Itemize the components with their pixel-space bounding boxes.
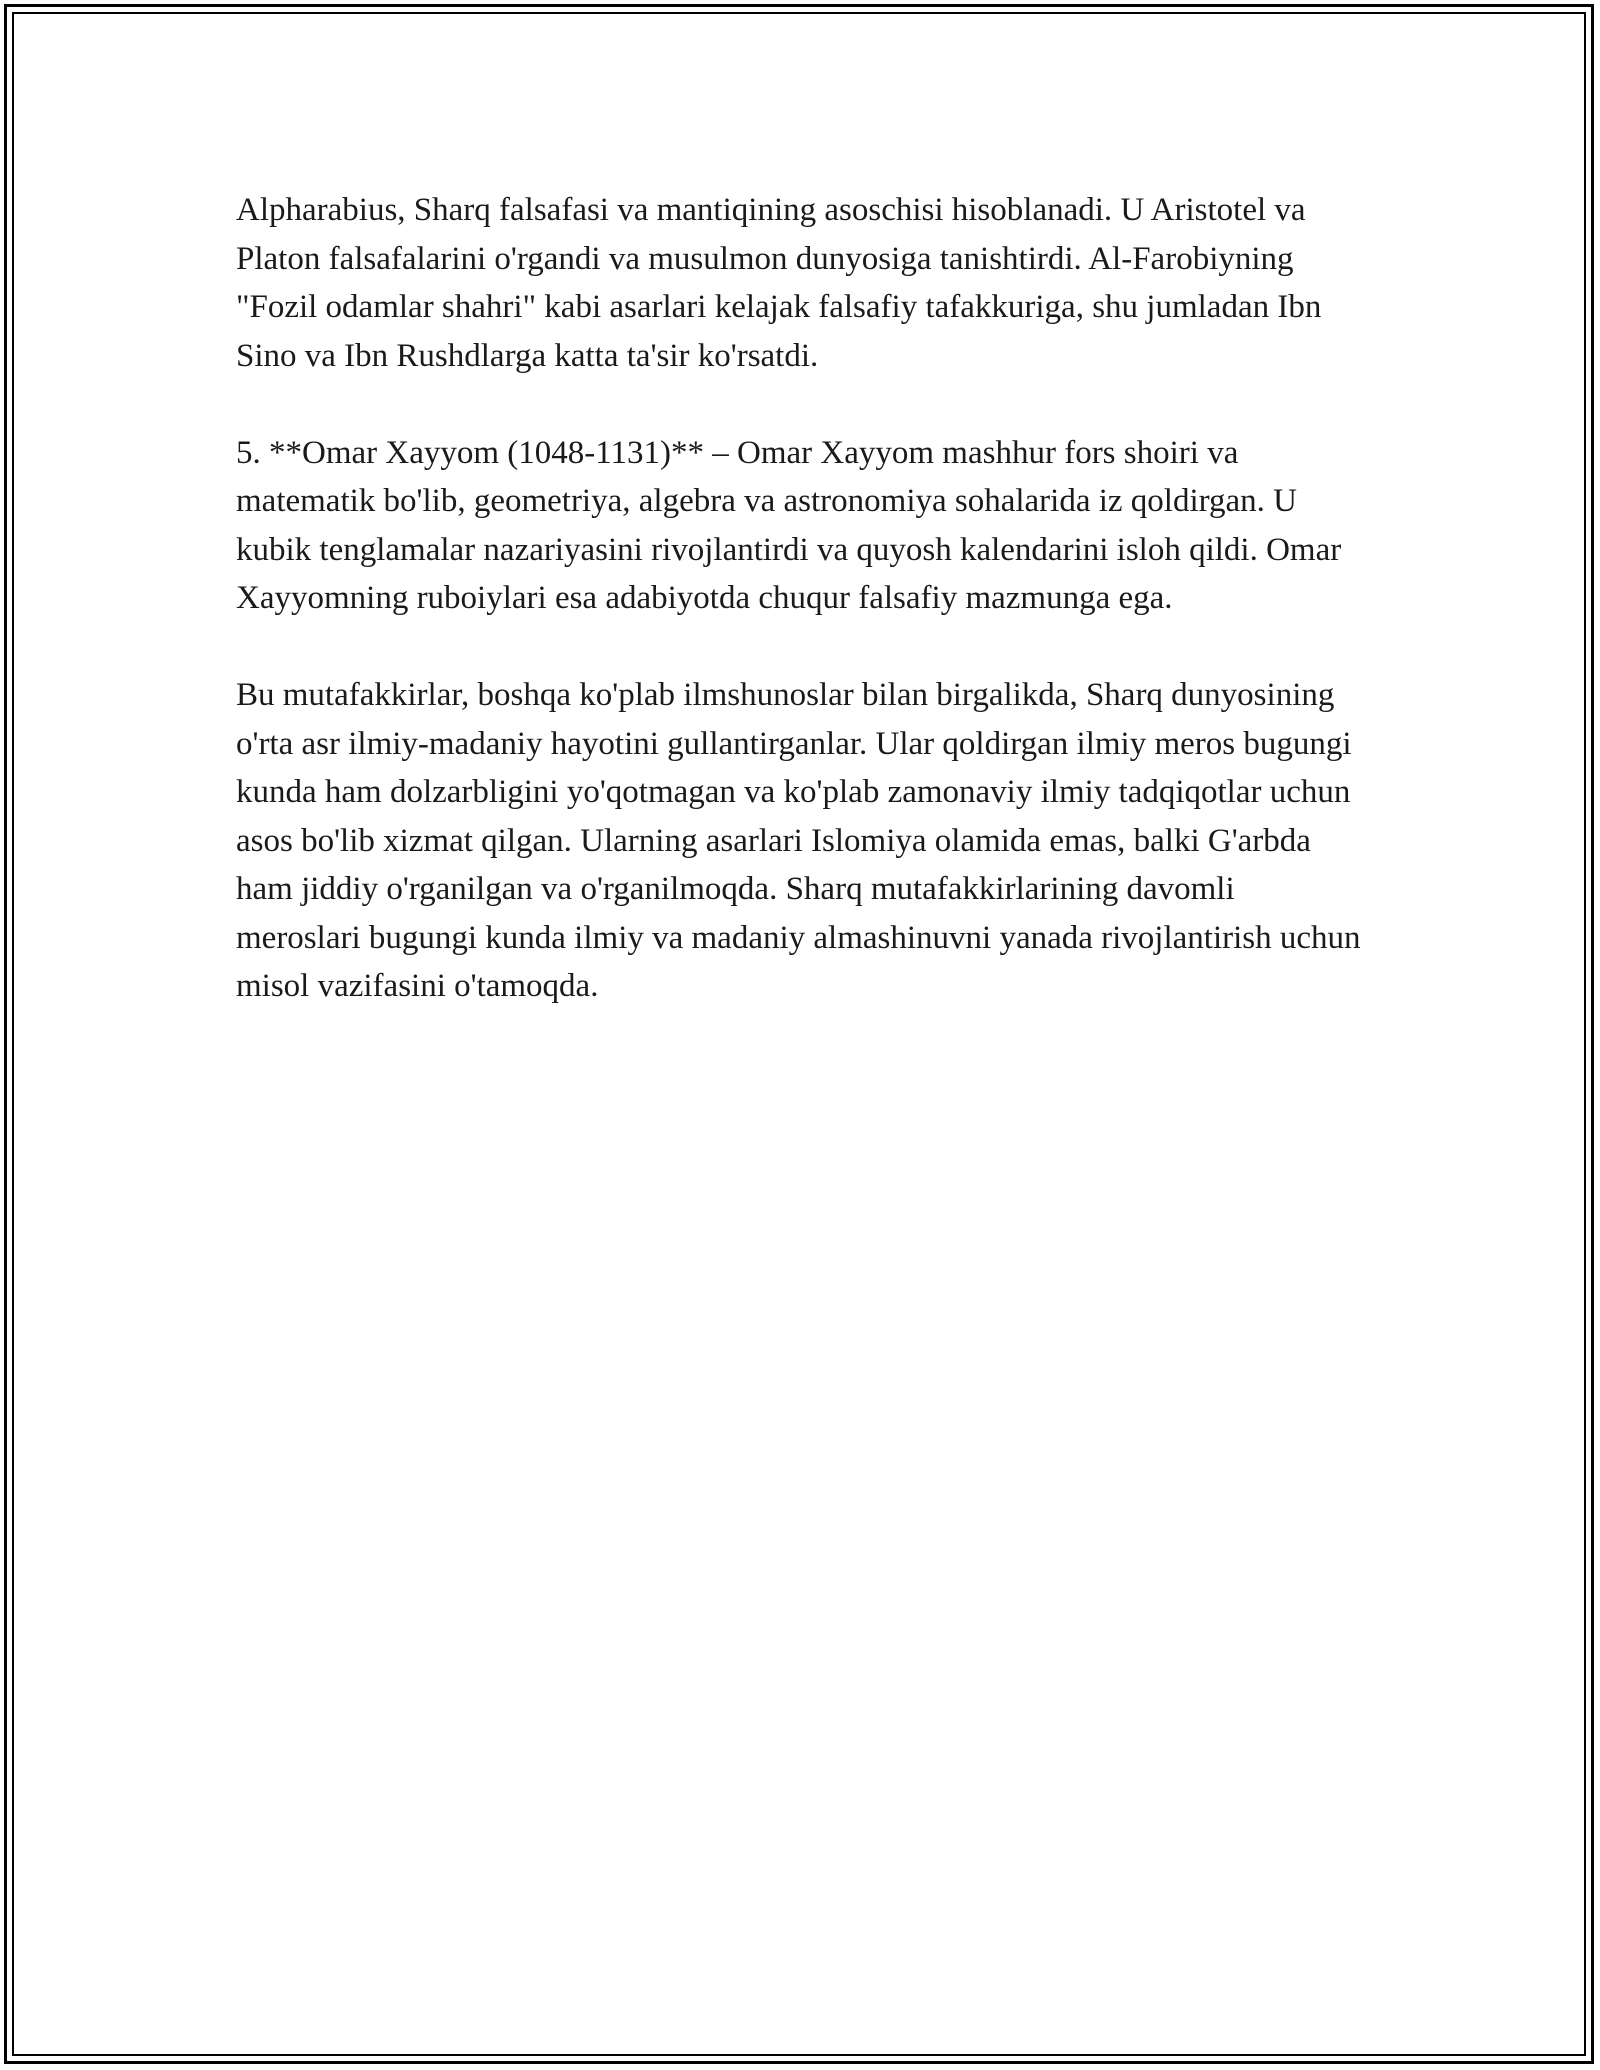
- paragraph-omar-xayyom: 5. **Omar Xayyom (1048-1131)** – Omar Xayyom mashhur fors shoiri va matematik bo'lib, geometriya, algebra va astronomiya sohalarida iz qoldirgan. U kubik tenglamalar nazariyasini rivojlantirdi va quyosh kalendarini isloh qildi. Omar Xayyomning ruboiylari esa adabiyotda chuqur falsafiy mazmunga ega.: [236, 434, 1342, 616]
- paragraph-conclusion: Bu mutafakkirlar, boshqa ko'plab ilmshunoslar bilan birgalikda, Sharq dunyosining o'rta asr ilmiy-madaniy hayotini gullantirganlar. Ular qoldirgan ilmiy meros bugungi kunda ham dolzarbligini yo'qotmagan va ko'plab zamonaviy ilmiy tadqiqotlar uchun asos bo'lib xizmat qilgan. Ularning asarlari Islomiya olamida emas, balki G'arbda ham jiddiy o'rganilgan va o'rganilmoqda. Sharq mutafakkirlarining davomli meroslari bugungi kunda ilmiy va madaniy almashinuvni yanada rivojlantirish uchun misol vazifasini o'tamoqda.: [236, 677, 1361, 1004]
- document-body: [236, 186, 1364, 1011]
- paragraph-alpharabius: Alpharabius, Sharq falsafasi va mantiqining asoschisi hisoblanadi. U Aristotel va Platon falsafalarini o'rgandi va musulmon dunyosiga tanishtirdi. Al-Farobiyning "Fozil odamlar shahri" kabi asarlari kelajak falsafiy tafakkuriga, shu jumladan Ibn Sino va Ibn Rushdlarga katta ta'sir ko'rsatdi.: [236, 192, 1322, 374]
